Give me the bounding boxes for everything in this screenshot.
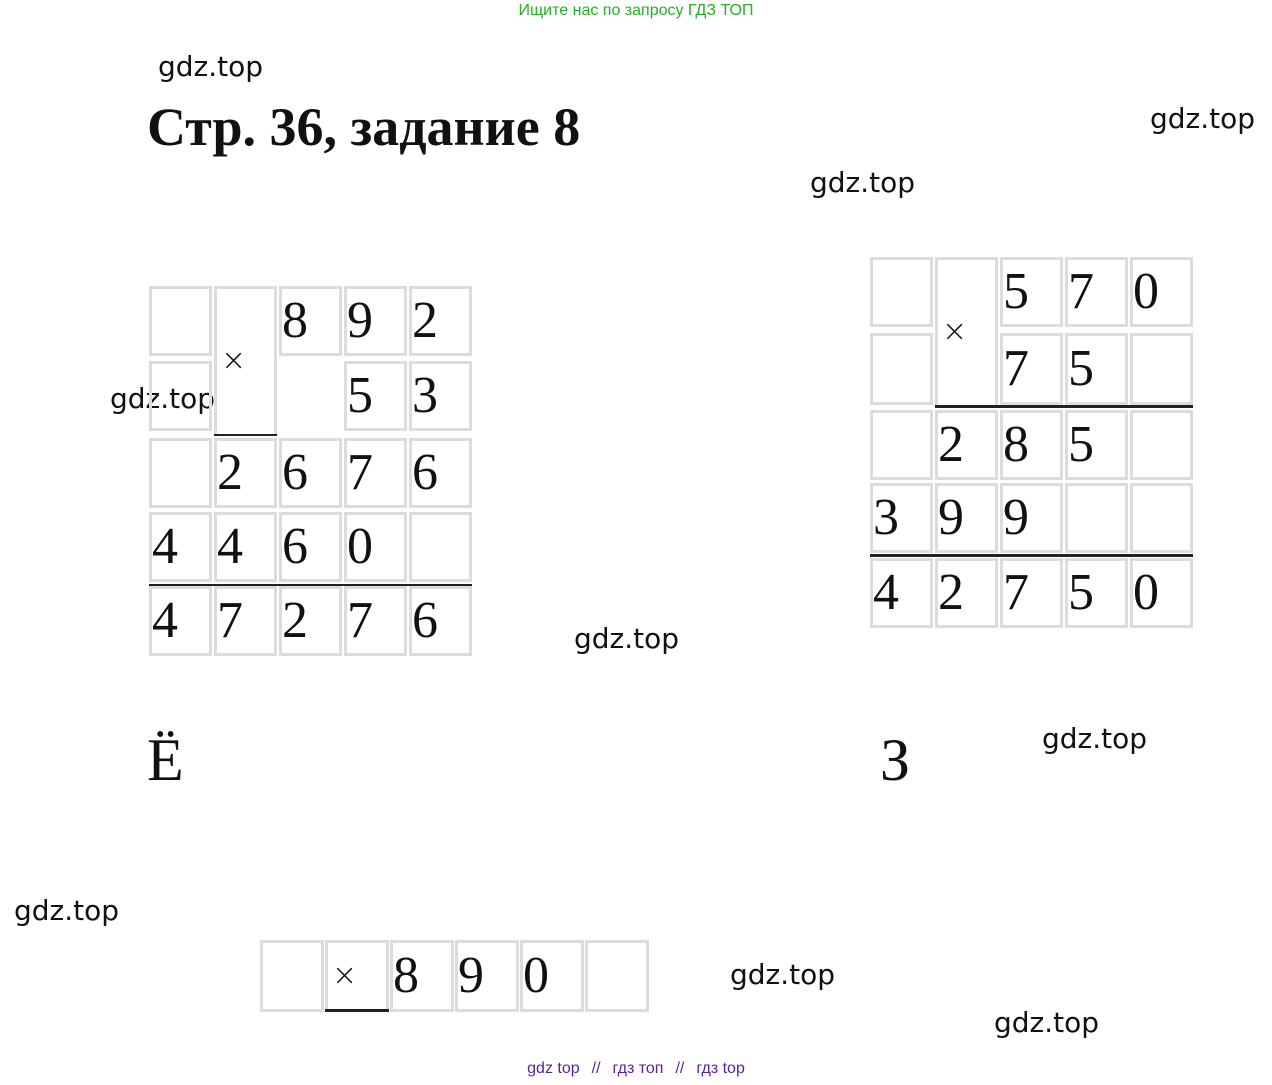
watermark: gdz.top (574, 622, 680, 655)
grid-cell: 6 (409, 586, 472, 656)
grid-cell: 7 (1000, 333, 1063, 405)
grid-cell: 5 (1065, 558, 1128, 628)
grid-cell: 3 (409, 361, 472, 431)
footer-separator: // (675, 1060, 685, 1077)
grid-cell: 9 (935, 483, 998, 553)
grid-cell (1130, 333, 1193, 405)
grid-cell-multiply (325, 940, 389, 1012)
grid-cell: 7 (214, 586, 277, 656)
grid-cell: 6 (279, 438, 342, 508)
grid-cell (1065, 483, 1128, 553)
grid-cell: 2 (279, 586, 342, 656)
grid-cell: 2 (214, 438, 277, 508)
grid-cell (149, 286, 212, 356)
sum-line (870, 554, 1193, 557)
grid-cell: 3 (870, 483, 933, 553)
grid-cell: 6 (409, 438, 472, 508)
grid-cell: 4 (214, 512, 277, 582)
footer-link[interactable]: гдз top (696, 1060, 745, 1077)
grid-cell: 0 (520, 940, 584, 1012)
grid-cell: 0 (1130, 257, 1193, 327)
grid-cell (279, 361, 342, 431)
grid-cell: 9 (344, 286, 407, 356)
grid-cell (870, 257, 933, 327)
grid-cell: 2 (935, 410, 998, 480)
watermark: gdz.top (158, 50, 264, 83)
grid-cell-multiply (935, 257, 998, 407)
product-line (935, 405, 1193, 408)
grid-cell: 4 (870, 558, 933, 628)
grid-cell: 7 (344, 586, 407, 656)
grid-cell: 5 (344, 361, 407, 431)
grid-cell: 2 (409, 286, 472, 356)
grid-cell: 7 (1000, 558, 1063, 628)
watermark: gdz.top (810, 166, 916, 199)
grid-cell: 9 (1000, 483, 1063, 553)
grid-cell (1130, 410, 1193, 480)
watermark: gdz.top (730, 958, 836, 991)
footer-link[interactable]: gdz top (527, 1060, 580, 1077)
grid-cell: 9 (455, 940, 519, 1012)
letter-right: З (880, 727, 911, 793)
grid-cell: 4 (149, 512, 212, 582)
grid-cell: 2 (935, 558, 998, 628)
multiply-sign: × (332, 958, 358, 993)
multiply-sign: × (221, 343, 247, 378)
grid-cell (870, 410, 933, 480)
letter-left: Ё (147, 727, 184, 793)
grid-cell (409, 512, 472, 582)
page-title: Стр. 36, задание 8 (147, 97, 581, 157)
grid-cell: 6 (279, 512, 342, 582)
watermark: gdz.top (1150, 102, 1256, 135)
grid-cell: 4 (149, 586, 212, 656)
footer-links (0, 1060, 1272, 1078)
grid-cell (149, 438, 212, 508)
grid-cell: 8 (390, 940, 454, 1012)
grid-cell: 7 (1065, 257, 1128, 327)
grid-cell (149, 361, 212, 431)
search-hint-banner (0, 2, 1272, 20)
grid-cell (585, 940, 649, 1012)
banner-text: Ищите нас по запросу ГДЗ ТОП (518, 2, 754, 19)
watermark: gdz.top (14, 894, 120, 927)
grid-cell-multiply (214, 286, 277, 436)
footer-separator: // (591, 1060, 601, 1077)
grid-cell: 0 (1130, 558, 1193, 628)
watermark: gdz.top (994, 1006, 1100, 1039)
grid-cell: 8 (1000, 410, 1063, 480)
underline (214, 434, 277, 436)
grid-cell (260, 940, 324, 1012)
grid-cell: 5 (1065, 333, 1128, 405)
watermark: gdz.top (1042, 722, 1148, 755)
underline (325, 1009, 389, 1012)
grid-cell (1130, 483, 1193, 553)
grid-cell: 5 (1000, 257, 1063, 327)
grid-cell: 8 (279, 286, 342, 356)
grid-cell: 0 (344, 512, 407, 582)
grid-cell (870, 333, 933, 405)
grid-cell: 7 (344, 438, 407, 508)
grid-cell: 5 (1065, 410, 1128, 480)
watermark: gdz.top (110, 382, 216, 415)
footer-link[interactable]: гдз топ (612, 1060, 664, 1077)
multiply-sign: × (942, 314, 968, 349)
